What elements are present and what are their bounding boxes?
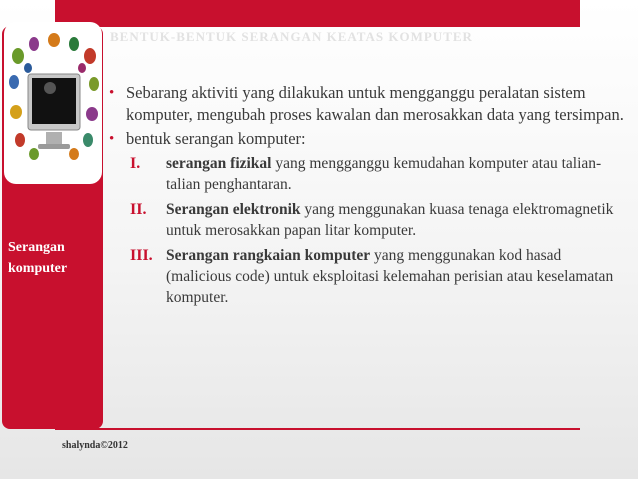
list-description: yang menggunakan kuasa tenaga elektromagnetik untuk merosakkan papan litar komputer. [166,201,614,239]
bullet-icon: • [109,131,115,147]
main-content [108,82,626,312]
sidebar-label-line2: komputer [8,261,68,276]
monitor-icon [28,74,80,149]
list-numeral: I. [130,155,141,172]
list-item [130,245,626,308]
list-term: serangan fizikal [166,155,272,172]
list-item [130,153,626,195]
sidebar-label [8,237,100,279]
list-description: yang mengganggu kemudahan komputer atau talian-talian penghantaran. [166,155,602,193]
list-numeral: III. [130,247,153,264]
bullet-text: bentuk serangan komputer: [126,129,306,148]
bullet-definition [108,82,626,126]
bullet-text: Sebarang aktiviti yang dilakukan untuk mengganggu peralatan sistem komputer, mengubah proses kawalan dan merosakkan data yang tersimpan. [126,83,624,124]
header-bar [55,0,580,27]
computer-virus-illustration [4,22,102,184]
list-description: yang menggunakan kod hasad (malicious code) untuk eksploitasi kelemahan perisian atau keselamatan komputer. [166,247,614,306]
list-item [130,199,626,241]
list-term: Serangan rangkaian komputer [166,247,371,264]
footer-credit: shalynda©2012 [62,440,128,451]
list-numeral: II. [130,201,147,218]
bullet-types [108,128,626,150]
sidebar-label-line1: Serangan [8,240,65,255]
slide-title: BENTUK-BENTUK SERANGAN KEATAS KOMPUTER [110,29,473,44]
list-term: Serangan elektronik [166,201,301,218]
attack-types-list [108,153,626,308]
bullet-icon: • [109,85,115,101]
footer-divider [55,428,580,430]
